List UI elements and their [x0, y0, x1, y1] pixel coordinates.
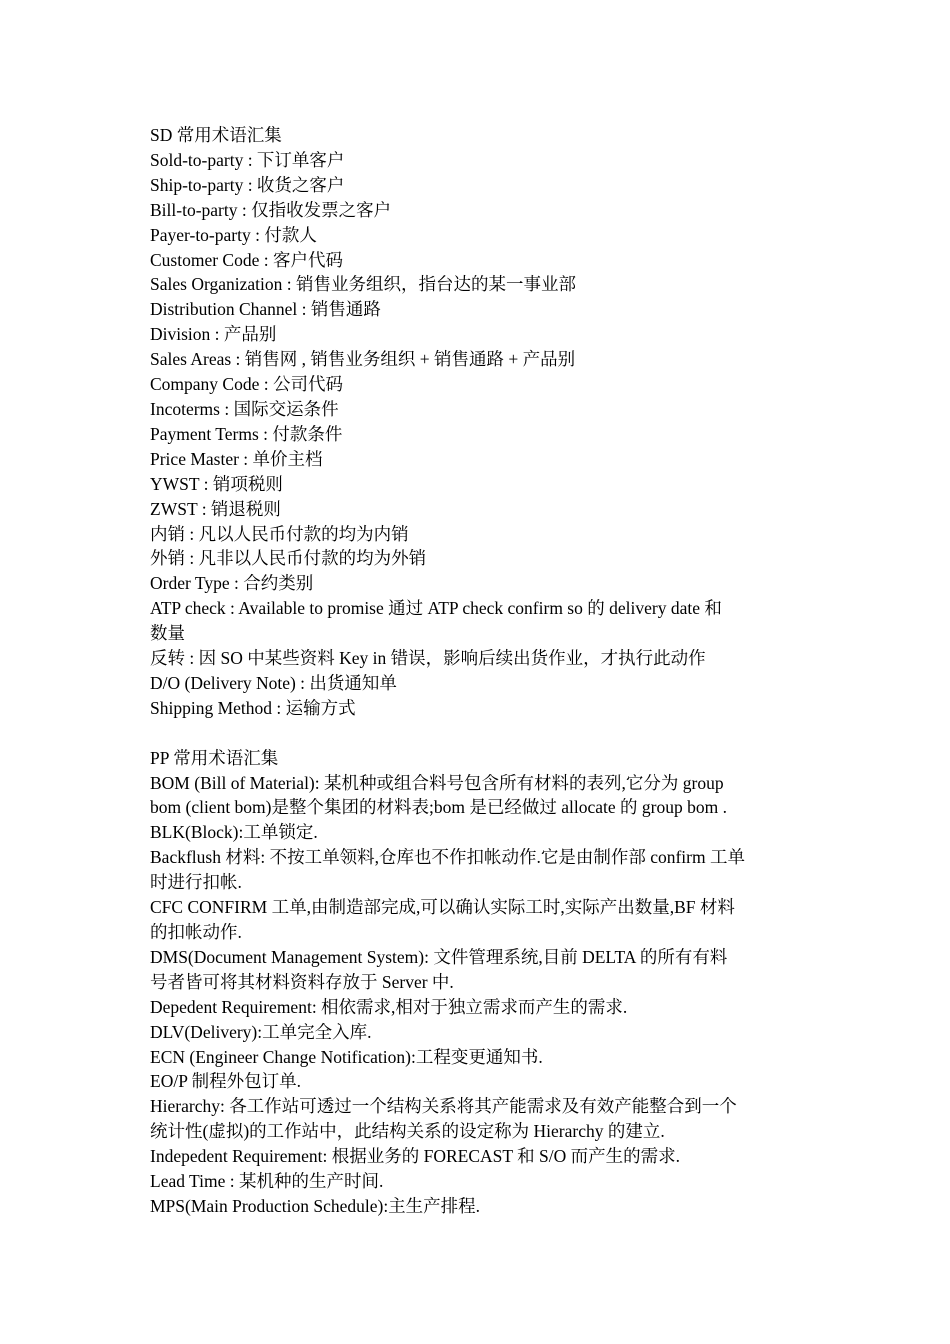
term-line: Shipping Method : 运输方式 — [150, 697, 356, 718]
term-line: 反转 : 因 SO 中某些资料 Key in 错误，影响后续出货作业，才执行此动作 — [150, 648, 706, 669]
term-line: 统计性(虚拟)的工作站中，此结构关系的设定称为 Hierarchy 的建立. — [150, 1121, 665, 1142]
term-line: Customer Code : 客户代码 — [150, 249, 343, 270]
term-line: 内销 : 凡以人民币付款的均为内销 — [150, 523, 409, 544]
term-line: BOM (Bill of Material): 某机种或组合料号包含所有材料的表列,它分为 group — [150, 772, 724, 793]
term-line: bom (client bom)是整个集团的材料表;bom 是已经做过 allocate 的 group bom . — [150, 797, 727, 818]
term-line: Depedent Requirement: 相依需求,相对于独立需求而产生的需求. — [150, 996, 628, 1017]
term-line: DLV(Delivery):工单完全入库. — [150, 1021, 372, 1042]
pp-section — [150, 746, 810, 1219]
document-page — [150, 123, 810, 1219]
term-line: DMS(Document Management System): 文件管理系统,目前 DELTA 的所有有料 — [150, 946, 728, 967]
section-spacer — [150, 721, 810, 746]
term-line: CFC CONFIRM 工单,由制造部完成,可以确认实际工时,实际产出数量,BF 材料 — [150, 897, 735, 918]
term-line: Backflush 材料: 不按工单领料,仓库也不作扣帐动作.它是由制作部 confirm 工单 — [150, 847, 745, 868]
term-line: 时进行扣帐. — [150, 872, 242, 893]
term-line: Sales Organization : 销售业务组织，指台达的某一事业部 — [150, 274, 576, 295]
term-line: MPS(Main Production Schedule):主生产排程. — [150, 1195, 481, 1216]
section-title: SD 常用术语汇集 — [150, 125, 282, 145]
term-line: YWST : 销项税则 — [150, 473, 283, 494]
term-line: Payer-to-party : 付款人 — [150, 224, 317, 245]
term-line: Order Type : 合约类别 — [150, 573, 314, 594]
term-line: EO/P 制程外包订单. — [150, 1071, 302, 1092]
pp-term-list — [150, 771, 810, 1219]
sd-section — [150, 123, 810, 721]
term-line: Company Code : 公司代码 — [150, 374, 343, 395]
term-line: Sales Areas : 销售网 , 销售业务组织 + 销售通路 + 产品别 — [150, 349, 576, 370]
term-line: 号者皆可将其材料资料存放于 Server 中. — [150, 971, 454, 992]
term-line: Sold-to-party : 下订单客户 — [150, 149, 345, 170]
term-line: Hierarchy: 各工作站可透过一个结构关系将其产能需求及有效产能整合到一个 — [150, 1096, 737, 1117]
term-line: ECN (Engineer Change Notification):工程变更通知书. — [150, 1046, 543, 1067]
term-line: Payment Terms : 付款条件 — [150, 423, 343, 444]
term-line: ATP check : Available to promise 通过 ATP check confirm so 的 delivery date 和 — [150, 598, 722, 619]
term-line: Indepedent Requirement: 根据业务的 FORECAST 和 S/O 而产生的需求. — [150, 1146, 680, 1167]
term-line: BLK(Block):工单锁定. — [150, 822, 318, 843]
sd-term-list — [150, 148, 810, 721]
term-line: Incoterms : 国际交运条件 — [150, 398, 339, 419]
term-line: 数量 — [150, 623, 185, 644]
term-line: ZWST : 销退税则 — [150, 498, 281, 519]
term-line: Ship-to-party : 收货之客户 — [150, 174, 345, 195]
term-line: Distribution Channel : 销售通路 — [150, 299, 381, 320]
term-line: 的扣帐动作. — [150, 921, 242, 942]
section-title: PP 常用术语汇集 — [150, 747, 279, 768]
term-line: D/O (Delivery Note) : 出货通知单 — [150, 672, 397, 693]
term-line: 外销 : 凡非以人民币付款的均为外销 — [150, 548, 427, 569]
term-line: Bill-to-party : 仅指收发票之客户 — [150, 199, 392, 220]
term-line: Price Master : 单价主档 — [150, 448, 323, 469]
term-line: Lead Time : 某机种的生产时间. — [150, 1171, 384, 1192]
term-line: Division : 产品别 — [150, 324, 277, 345]
